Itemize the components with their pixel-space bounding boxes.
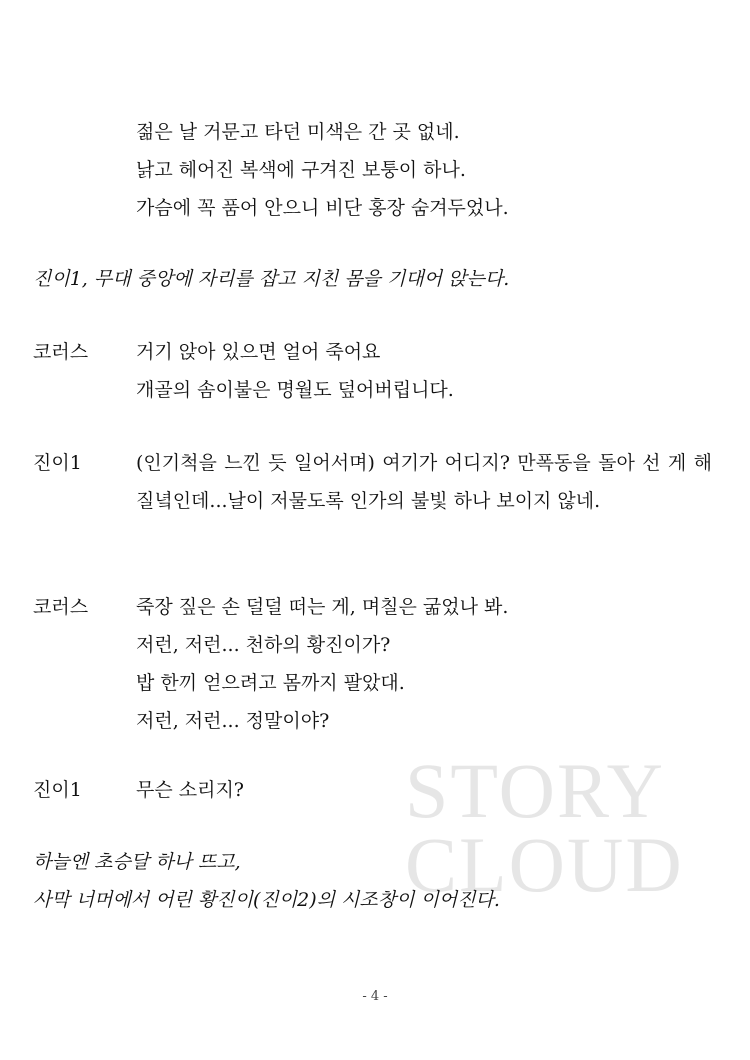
- page-number: - 4 -: [362, 989, 388, 1004]
- speaker-jini1: 진이1: [33, 779, 82, 801]
- watermark-cloud: CLOUD: [405, 821, 684, 908]
- speaker-chorus: 코러스: [33, 596, 89, 618]
- dialogue-line: 저런, 저런... 천하의 황진이가?: [136, 634, 391, 656]
- watermark-story: STORY: [405, 747, 665, 834]
- verse-line-3: 가슴에 꼭 품어 안으니 비단 홍장 숨겨두었나.: [136, 197, 509, 219]
- dialogue-paragraph: (인기척을 느낀 듯 일어서며) 여기가 어디지? 만폭동을 돌아 선 게 해질녘인데...날이 저물도록 인가의 불빛 하나 보이지 않네.: [136, 452, 712, 512]
- stage-direction: 하늘엔 초승달 하나 뜨고,: [33, 851, 241, 873]
- dialogue-line: 거기 앉아 있으면 얼어 죽어요: [136, 341, 381, 363]
- speaker-jini1: 진이1: [33, 452, 82, 474]
- dialogue-line: 개골의 솜이불은 명월도 덮어버립니다.: [136, 379, 454, 401]
- dialogue-line: 무슨 소리지?: [136, 779, 244, 801]
- verse-line-1: 젊은 날 거문고 타던 미색은 간 곳 없네.: [136, 121, 460, 143]
- verse-line-2: 낡고 헤어진 복색에 구겨진 보퉁이 하나.: [136, 159, 466, 181]
- speaker-chorus: 코러스: [33, 341, 89, 363]
- dialogue-line: 저런, 저런... 정말이야?: [136, 710, 330, 732]
- dialogue-line: 밥 한끼 얻으려고 몸까지 팔았대.: [136, 672, 405, 694]
- dialogue-line: 죽장 짚은 손 덜덜 떠는 게, 며칠은 굶었나 봐.: [136, 596, 509, 618]
- stage-direction: 사막 너머에서 어린 황진이(진이2)의 시조창이 이어진다.: [33, 889, 500, 911]
- stage-direction: 진이1, 무대 중앙에 자리를 잡고 지친 몸을 기대어 앉는다.: [33, 268, 510, 290]
